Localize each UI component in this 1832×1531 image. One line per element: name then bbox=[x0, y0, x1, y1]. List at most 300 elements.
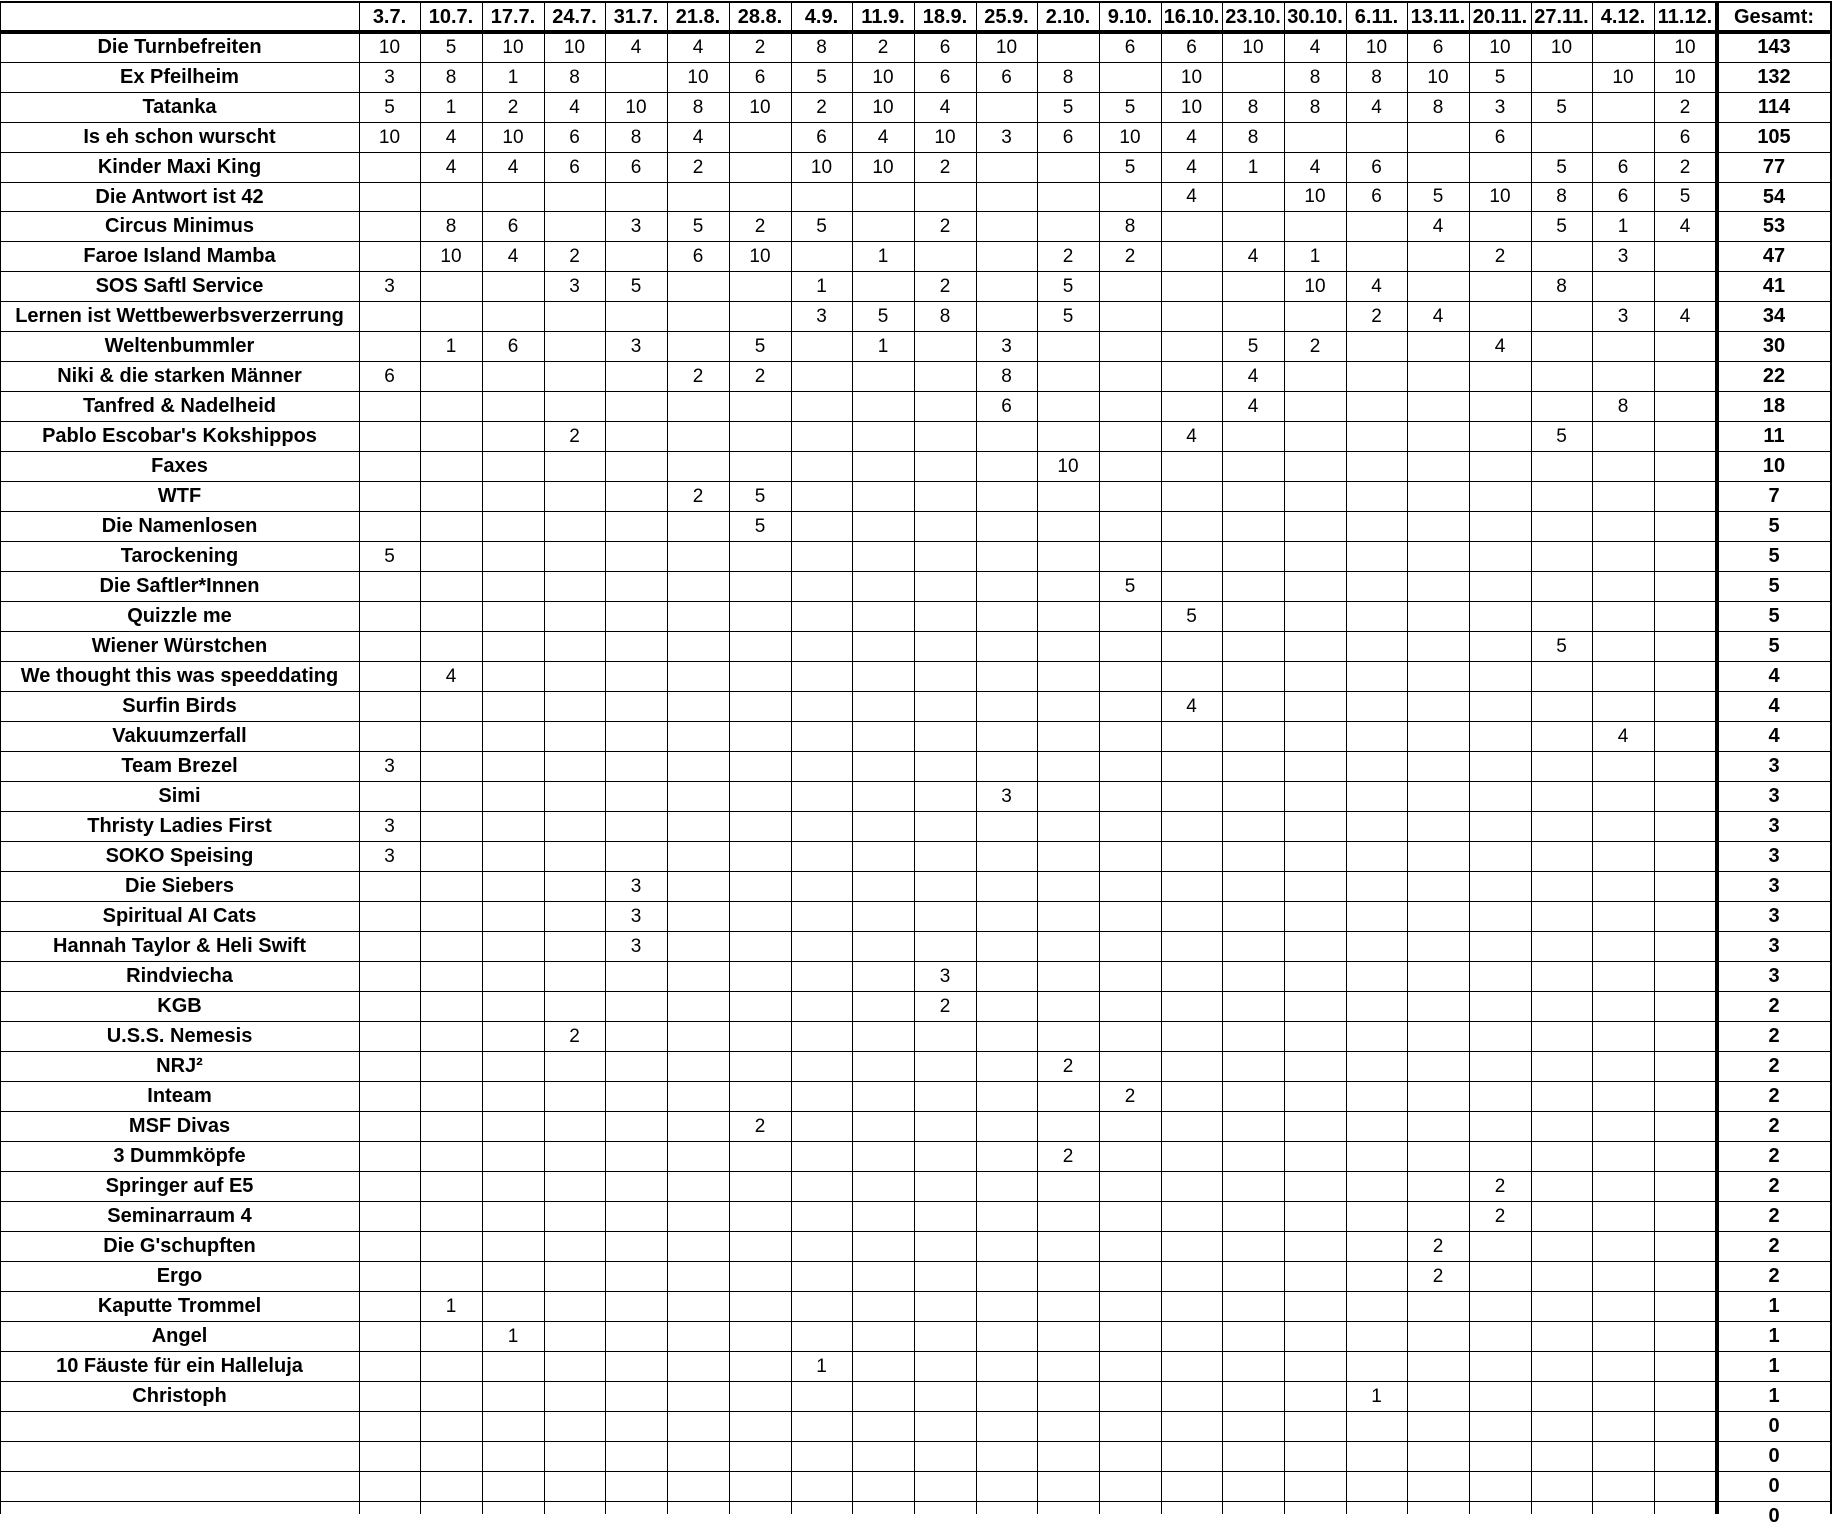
score-cell bbox=[1654, 691, 1716, 721]
score-cell bbox=[1531, 1051, 1592, 1081]
score-cell bbox=[1099, 1381, 1161, 1411]
score-cell bbox=[1407, 331, 1469, 361]
score-cell bbox=[976, 931, 1037, 961]
score-cell bbox=[914, 721, 976, 751]
score-cell bbox=[1222, 991, 1284, 1021]
score-cell bbox=[544, 691, 605, 721]
score-cell bbox=[1592, 661, 1654, 691]
score-cell bbox=[852, 1111, 914, 1141]
score-cell bbox=[1222, 661, 1284, 691]
date-header: 2.10. bbox=[1045, 5, 1091, 28]
score-cell bbox=[1469, 1441, 1531, 1471]
score-cell: 6 bbox=[1371, 186, 1382, 207]
grid-line bbox=[0, 1381, 1832, 1382]
team-name: Tanfred & Nadelheid bbox=[83, 395, 276, 417]
score-cell bbox=[482, 481, 544, 511]
score-cell bbox=[1469, 421, 1531, 451]
score-cell: 2 bbox=[1371, 305, 1382, 327]
score-cell bbox=[1284, 1111, 1346, 1141]
score-cell bbox=[729, 1171, 791, 1201]
score-cell bbox=[1407, 781, 1469, 811]
score-cell bbox=[729, 421, 791, 451]
score-cell bbox=[544, 541, 605, 571]
score-cell bbox=[1284, 481, 1346, 511]
score-cell bbox=[1531, 961, 1592, 991]
score-cell: 10 bbox=[1612, 66, 1634, 88]
score-cell bbox=[1099, 811, 1161, 841]
score-cell bbox=[1654, 1411, 1716, 1441]
score-cell bbox=[359, 1261, 420, 1291]
team-name: Tatanka bbox=[142, 96, 217, 118]
score-cell bbox=[852, 481, 914, 511]
grid-line bbox=[0, 961, 1832, 962]
score-cell bbox=[1037, 1411, 1099, 1441]
score-cell bbox=[852, 571, 914, 601]
score-cell bbox=[1037, 182, 1099, 211]
score-cell bbox=[729, 721, 791, 751]
score-cell bbox=[605, 1261, 667, 1291]
score-cell bbox=[852, 1351, 914, 1381]
score-cell bbox=[1592, 511, 1654, 541]
score-cell bbox=[1469, 271, 1531, 301]
score-cell bbox=[1469, 691, 1531, 721]
header-corner bbox=[0, 1, 359, 32]
score-cell bbox=[605, 1231, 667, 1261]
score-cell bbox=[1531, 991, 1592, 1021]
score-cell bbox=[1407, 811, 1469, 841]
score-cell bbox=[482, 1441, 544, 1471]
team-name: 10 Fäuste für ein Halleluja bbox=[56, 1355, 303, 1377]
score-cell bbox=[729, 1021, 791, 1051]
team-name: Vakuumzerfall bbox=[112, 725, 247, 747]
score-cell: 5 bbox=[1679, 186, 1691, 207]
score-cell bbox=[1531, 301, 1592, 331]
score-cell bbox=[1099, 62, 1161, 92]
score-cell bbox=[976, 541, 1037, 571]
score-cell bbox=[544, 182, 605, 211]
score-cell bbox=[852, 1441, 914, 1471]
score-cell bbox=[359, 1471, 420, 1501]
score-cell bbox=[544, 721, 605, 751]
score-cell bbox=[359, 601, 420, 631]
score-cell bbox=[1407, 391, 1469, 421]
score-cell bbox=[791, 1261, 852, 1291]
score-cell bbox=[359, 1501, 420, 1531]
score-cell bbox=[1407, 1171, 1469, 1201]
score-cell bbox=[791, 1231, 852, 1261]
score-cell bbox=[359, 1381, 420, 1411]
score-cell bbox=[791, 1411, 852, 1441]
score-cell: 6 bbox=[1617, 186, 1629, 207]
score-cell bbox=[1222, 1081, 1284, 1111]
score-cell bbox=[667, 1111, 729, 1141]
score-cell bbox=[1161, 631, 1222, 661]
score-cell bbox=[1222, 631, 1284, 661]
score-cell bbox=[1346, 661, 1407, 691]
score-cell bbox=[1099, 1261, 1161, 1291]
score-cell bbox=[1284, 1321, 1346, 1351]
score-cell: 8 bbox=[1001, 365, 1012, 387]
score-cell bbox=[1284, 571, 1346, 601]
score-cell bbox=[729, 661, 791, 691]
score-cell: 10 bbox=[1304, 186, 1326, 207]
score-cell bbox=[1099, 421, 1161, 451]
score-cell bbox=[482, 1471, 544, 1501]
score-cell bbox=[667, 1021, 729, 1051]
score-cell bbox=[1099, 1441, 1161, 1471]
score-cell bbox=[914, 421, 976, 451]
score-cell bbox=[852, 1141, 914, 1171]
score-cell: 2 bbox=[1124, 1085, 1136, 1107]
score-cell bbox=[1099, 751, 1161, 781]
score-cell bbox=[976, 92, 1037, 122]
score-cell: 2 bbox=[1062, 1145, 1074, 1167]
score-cell bbox=[482, 901, 544, 931]
score-cell bbox=[976, 241, 1037, 271]
grid-line bbox=[0, 1411, 1832, 1412]
score-cell: 4 bbox=[445, 665, 457, 687]
score-cell bbox=[1161, 541, 1222, 571]
score-cell: 10 bbox=[378, 36, 401, 58]
score-cell bbox=[1037, 931, 1099, 961]
score-cell bbox=[1469, 1051, 1531, 1081]
score-cell: 10 bbox=[1119, 126, 1141, 148]
score-cell: 8 bbox=[692, 96, 704, 118]
score-cell bbox=[482, 1411, 544, 1441]
score-cell bbox=[791, 1081, 852, 1111]
score-cell bbox=[1284, 361, 1346, 391]
score-cell bbox=[359, 1201, 420, 1231]
score-cell bbox=[852, 661, 914, 691]
date-header: 28.8. bbox=[737, 5, 783, 28]
score-cell bbox=[1222, 1381, 1284, 1411]
score-cell bbox=[1407, 152, 1469, 182]
team-name: Die Namenlosen bbox=[101, 515, 258, 537]
score-cell bbox=[1654, 361, 1716, 391]
score-cell bbox=[1346, 241, 1407, 271]
team-name: Weltenbummler bbox=[104, 335, 255, 357]
total-cell: 0 bbox=[1768, 1475, 1780, 1497]
score-cell bbox=[1592, 1471, 1654, 1501]
score-cell bbox=[420, 1411, 482, 1441]
score-cell bbox=[1099, 1051, 1161, 1081]
score-cell bbox=[729, 781, 791, 811]
score-cell bbox=[1222, 211, 1284, 241]
score-cell bbox=[1284, 1171, 1346, 1201]
team-name bbox=[0, 1471, 359, 1501]
score-cell bbox=[1222, 1351, 1284, 1381]
score-cell bbox=[1037, 1501, 1099, 1531]
score-cell bbox=[1469, 841, 1531, 871]
score-cell bbox=[852, 1471, 914, 1501]
score-cell: 6 bbox=[569, 126, 580, 148]
score-cell bbox=[1407, 511, 1469, 541]
score-cell: 6 bbox=[1494, 126, 1506, 148]
score-cell bbox=[420, 691, 482, 721]
score-cell: 4 bbox=[1186, 126, 1197, 148]
score-cell bbox=[1284, 301, 1346, 331]
team-name: MSF Divas bbox=[128, 1115, 231, 1137]
score-cell bbox=[852, 1051, 914, 1081]
score-cell bbox=[1037, 871, 1099, 901]
score-cell bbox=[482, 421, 544, 451]
score-cell: 10 bbox=[872, 96, 894, 118]
score-cell bbox=[729, 931, 791, 961]
score-cell bbox=[359, 691, 420, 721]
score-cell bbox=[1099, 931, 1161, 961]
score-cell bbox=[667, 811, 729, 841]
score-cell bbox=[1531, 331, 1592, 361]
score-cell bbox=[1654, 1441, 1716, 1471]
score-cell bbox=[729, 841, 791, 871]
grid-line bbox=[0, 1501, 1832, 1502]
score-cell bbox=[359, 1051, 420, 1081]
grid-line bbox=[729, 1, 730, 1514]
score-cell bbox=[1346, 1081, 1407, 1111]
score-cell bbox=[1654, 511, 1716, 541]
score-cell: 1 bbox=[445, 335, 457, 357]
score-cell: 5 bbox=[445, 36, 457, 58]
score-cell bbox=[914, 1021, 976, 1051]
score-cell bbox=[359, 1441, 420, 1471]
score-cell bbox=[1592, 1351, 1654, 1381]
score-cell bbox=[729, 1201, 791, 1231]
score-cell bbox=[1346, 211, 1407, 241]
score-cell bbox=[1099, 361, 1161, 391]
score-cell bbox=[1037, 1201, 1099, 1231]
total-cell: 5 bbox=[1768, 635, 1780, 657]
score-cell bbox=[1469, 451, 1531, 481]
score-cell: 4 bbox=[1309, 156, 1321, 178]
score-cell bbox=[1592, 811, 1654, 841]
grid-line bbox=[1654, 1, 1655, 1514]
score-cell bbox=[729, 1141, 791, 1171]
score-cell bbox=[667, 541, 729, 571]
score-cell bbox=[1531, 1291, 1592, 1321]
score-cell bbox=[1407, 691, 1469, 721]
grid-line bbox=[0, 122, 1832, 123]
score-cell: 8 bbox=[816, 36, 827, 58]
score-cell bbox=[1407, 1321, 1469, 1351]
score-cell bbox=[1469, 1501, 1531, 1531]
score-cell bbox=[976, 961, 1037, 991]
grid-line bbox=[0, 1081, 1832, 1082]
score-cell bbox=[605, 451, 667, 481]
score-cell bbox=[1099, 961, 1161, 991]
score-cell bbox=[976, 751, 1037, 781]
score-cell bbox=[791, 1171, 852, 1201]
team-name: Kinder Maxi King bbox=[97, 156, 262, 178]
score-cell bbox=[667, 571, 729, 601]
score-cell bbox=[852, 1231, 914, 1261]
score-cell bbox=[1469, 1351, 1531, 1381]
score-cell bbox=[1407, 1441, 1469, 1471]
score-cell bbox=[976, 152, 1037, 182]
team-name: U.S.S. Nemesis bbox=[106, 1025, 253, 1047]
total-cell: 4 bbox=[1768, 725, 1780, 747]
grid-line bbox=[976, 1, 977, 1514]
grid-line bbox=[0, 331, 1832, 332]
score-cell bbox=[1407, 1081, 1469, 1111]
score-cell bbox=[729, 901, 791, 931]
score-cell bbox=[976, 1471, 1037, 1501]
score-cell bbox=[1161, 1411, 1222, 1441]
score-cell bbox=[976, 451, 1037, 481]
score-cell bbox=[1222, 1141, 1284, 1171]
score-cell bbox=[1592, 1051, 1654, 1081]
total-cell: 34 bbox=[1762, 305, 1786, 327]
score-cell: 10 bbox=[1180, 96, 1203, 118]
score-cell bbox=[914, 511, 976, 541]
score-cell bbox=[1592, 691, 1654, 721]
score-cell bbox=[1592, 32, 1654, 62]
score-cell bbox=[1037, 32, 1099, 62]
score-cell bbox=[1407, 451, 1469, 481]
score-cell bbox=[420, 1351, 482, 1381]
score-cell bbox=[1407, 1141, 1469, 1171]
score-cell bbox=[1407, 1411, 1469, 1441]
score-cell: 10 bbox=[872, 66, 894, 88]
score-cell bbox=[1222, 691, 1284, 721]
score-cell: 1 bbox=[816, 1355, 827, 1377]
total-cell: 4 bbox=[1768, 665, 1780, 687]
score-cell bbox=[729, 301, 791, 331]
total-cell: 2 bbox=[1768, 1025, 1780, 1047]
team-name: Pablo Escobar's Kokshippos bbox=[42, 425, 317, 447]
score-cell: 1 bbox=[877, 335, 889, 357]
score-cell bbox=[359, 451, 420, 481]
score-cell bbox=[914, 871, 976, 901]
score-cell bbox=[359, 1321, 420, 1351]
grid-line bbox=[0, 781, 1832, 782]
score-cell bbox=[420, 781, 482, 811]
grid-line bbox=[0, 271, 1832, 272]
score-cell: 2 bbox=[569, 1025, 580, 1047]
score-cell bbox=[1469, 361, 1531, 391]
score-cell bbox=[852, 991, 914, 1021]
score-cell: 10 bbox=[502, 36, 524, 58]
score-cell: 4 bbox=[692, 126, 704, 148]
date-header: 20.11. bbox=[1472, 5, 1528, 28]
score-cell bbox=[1284, 1201, 1346, 1231]
score-cell bbox=[1531, 1471, 1592, 1501]
score-cell bbox=[1099, 1171, 1161, 1201]
score-cell bbox=[914, 331, 976, 361]
score-cell bbox=[1346, 781, 1407, 811]
score-cell: 10 bbox=[1365, 36, 1388, 58]
score-cell: 4 bbox=[692, 36, 704, 58]
score-cell bbox=[729, 182, 791, 211]
score-cell bbox=[1469, 1321, 1531, 1351]
score-cell bbox=[852, 391, 914, 421]
score-cell bbox=[1346, 481, 1407, 511]
score-cell bbox=[1284, 811, 1346, 841]
score-cell bbox=[852, 361, 914, 391]
score-cell bbox=[1531, 1351, 1592, 1381]
score-cell bbox=[1531, 1441, 1592, 1471]
score-cell: 2 bbox=[1309, 335, 1321, 357]
date-header: 18.9. bbox=[922, 5, 968, 28]
score-cell bbox=[976, 1081, 1037, 1111]
score-cell: 3 bbox=[630, 875, 642, 897]
score-cell bbox=[1037, 571, 1099, 601]
score-cell bbox=[852, 182, 914, 211]
score-cell bbox=[1346, 1321, 1407, 1351]
score-cell bbox=[1407, 721, 1469, 751]
score-cell bbox=[914, 1441, 976, 1471]
score-cell bbox=[482, 541, 544, 571]
score-cell bbox=[791, 871, 852, 901]
score-cell bbox=[1284, 1261, 1346, 1291]
score-cell bbox=[1161, 1171, 1222, 1201]
score-cell: 6 bbox=[1679, 126, 1691, 148]
score-cell: 10 bbox=[1489, 186, 1511, 207]
score-cell: 8 bbox=[569, 66, 580, 88]
score-cell: 5 bbox=[1556, 156, 1567, 178]
score-cell bbox=[1407, 1201, 1469, 1231]
score-cell bbox=[1654, 1261, 1716, 1291]
score-cell bbox=[1099, 391, 1161, 421]
score-cell bbox=[1654, 421, 1716, 451]
score-cell bbox=[1592, 1231, 1654, 1261]
total-cell: 3 bbox=[1768, 785, 1780, 807]
score-cell bbox=[605, 1321, 667, 1351]
score-cell bbox=[605, 691, 667, 721]
score-cell bbox=[1161, 871, 1222, 901]
score-cell bbox=[482, 1261, 544, 1291]
score-cell bbox=[1161, 1081, 1222, 1111]
score-cell bbox=[482, 511, 544, 541]
grid-line bbox=[0, 1111, 1832, 1112]
team-name: Die G'schupften bbox=[103, 1235, 256, 1257]
score-cell bbox=[852, 931, 914, 961]
score-cell bbox=[1037, 631, 1099, 661]
score-cell bbox=[420, 1201, 482, 1231]
score-cell bbox=[976, 661, 1037, 691]
score-cell bbox=[482, 1111, 544, 1141]
date-header: 16.10. bbox=[1163, 5, 1220, 28]
score-cell bbox=[791, 661, 852, 691]
score-cell bbox=[605, 961, 667, 991]
score-cell: 4 bbox=[939, 96, 951, 118]
score-cell: 10 bbox=[810, 156, 833, 178]
score-cell bbox=[667, 1291, 729, 1321]
score-cell: 3 bbox=[1617, 305, 1629, 327]
grid-line bbox=[1407, 1, 1408, 1514]
score-cell bbox=[1531, 1141, 1592, 1171]
total-cell: 2 bbox=[1768, 1115, 1780, 1137]
score-cell bbox=[1469, 511, 1531, 541]
score-cell: 10 bbox=[1674, 36, 1696, 58]
score-cell: 4 bbox=[1309, 36, 1321, 58]
score-cell: 6 bbox=[1617, 156, 1629, 178]
score-cell bbox=[1531, 1171, 1592, 1201]
score-cell: 4 bbox=[1371, 275, 1382, 297]
score-cell bbox=[482, 1231, 544, 1261]
score-cell bbox=[359, 1021, 420, 1051]
score-cell bbox=[605, 301, 667, 331]
score-cell: 10 bbox=[378, 126, 401, 148]
score-cell bbox=[1161, 811, 1222, 841]
score-cell bbox=[1037, 1021, 1099, 1051]
score-cell bbox=[976, 691, 1037, 721]
score-cell bbox=[1037, 781, 1099, 811]
score-cell: 10 bbox=[1674, 66, 1696, 88]
score-cell bbox=[1531, 871, 1592, 901]
score-cell bbox=[1531, 481, 1592, 511]
score-cell bbox=[1407, 541, 1469, 571]
score-cell bbox=[420, 451, 482, 481]
